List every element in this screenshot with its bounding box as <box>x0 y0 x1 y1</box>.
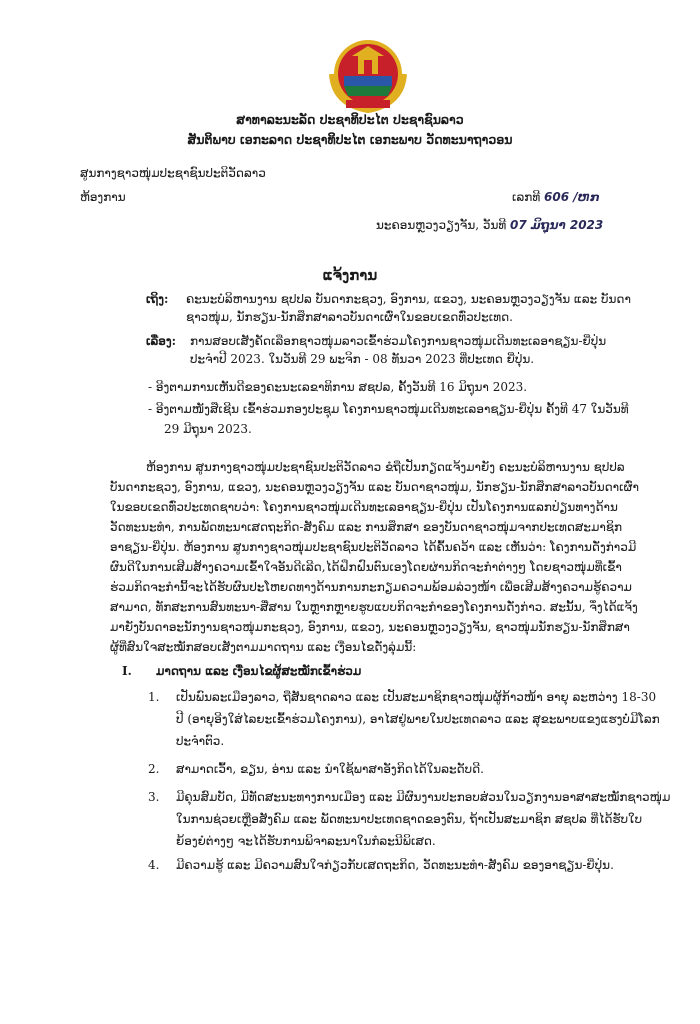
subject-line-1: ການສອບເສັງຄັດເລືອກຊາວໜຸ່ມລາວເຂົ້າຮ່ວມໂຄງການຊາວໜຸ່ມເດີນທະເລອາຊຽນ-ຍີ່ປຸ່ນ <box>190 334 607 348</box>
to-line-2: ຊາວໜຸ່ມ, ນັກຮຽນ-ນັກສຶກສາລາວບັນດາເຜົ່າໃນຂອບເຂດທົ່ວປະເທດ. <box>186 310 513 324</box>
place-date-prefix: ນະຄອນຫຼວງວຽງຈັນ, ວັນທີ <box>376 218 507 232</box>
list-item-number: 2. <box>148 762 160 776</box>
date-month: ມິຖຸນາ 2023 <box>530 218 604 232</box>
to-line-1: ຄະນະບໍລິຫານງານ ຊປປລ ບັນດາກະຊວງ, ອົງການ, ແຂວງ, ນະຄອນຫຼວງວຽງຈັນ ແລະ ບັນດາ <box>186 292 631 306</box>
list-item-line: ມີຄວາມຮູ້ ແລະ ມີຄວາມສົນໃຈກ່ຽວກັບເສດຖະກິດ, ວັດທະນະທໍາ-ສັງຄົມ ຂອງອາຊຽນ-ຍີ່ປຸ່ນ. <box>176 858 614 872</box>
reference-number <box>512 190 600 204</box>
list-item-number: 3. <box>148 790 160 804</box>
list-item-line: ເປັນພົນລະເມືອງລາວ, ຖືສັນຊາດລາວ ແລະ ເປັນສະມາຊິກຊາວໜຸ່ມຜູ້ກ້າວໜ້າ ອາຍຸ ລະຫວ່າງ 18-30 <box>176 690 657 704</box>
reference-item: - ອີງຕາມການເຫັນດີຂອງຄະນະເລຂາທິການ ສຊປລ, ຄັ້ງວັນທີ 16 ມິຖຸນາ 2023. <box>148 380 528 394</box>
reference-label: ເລກທີ <box>512 190 541 204</box>
list-item-line: ປີ (ອາຍຸອີງໃສ່ໄລຍະເຂົ້າຮ່ວມໂຄງການ), ອາໄສຢູ່ພາຍໃນປະເທດລາວ ແລະ ສຸຂະພາບແຂງແຮງບໍ່ມີໂລກ <box>176 712 660 726</box>
country-name: ສາທາລະນະລັດ ປະຊາທິປະໄຕ ປະຊາຊົນລາວ <box>236 112 464 127</box>
body-line: ອາຊຽນ-ຍີ່ປຸ່ນ. ຫ້ອງການ ສູນກາງຊາວໜຸ່ມປະຊາຊົນປະຕິວັດລາວ ໄດ້ຄົ້ນຄວ້າ ແລະ ເຫັນວ່າ: ໂຄງການດັ່ງກ່າວມີ <box>110 540 637 554</box>
body-line: ສາມາດ, ທັກສະການສົນທະນາ-ສື່ສານ ໃນຫຼາກຫຼາຍຮູບແບບກິດຈະກໍາຂອງໂຄງການດັ່ງກ່າວ. ສະນັ້ນ, ຈຶ່ງໄດ້ແຈ້ງ <box>110 600 638 614</box>
body-line: ຫ້ອງການ ສູນກາງຊາວໜຸ່ມປະຊາຊົນປະຕິວັດລາວ ຂໍຖືເປັນກຽດແຈ້ງມາຍັງ ຄະນະບໍລິຫານງານ ຊປປລ <box>146 460 625 474</box>
list-item-number: 1. <box>148 690 160 704</box>
place-date <box>376 218 603 232</box>
document-title: ແຈ້ງການ <box>322 266 378 284</box>
list-item-line: ໃນການຊ່ວຍເຫຼືອສັງຄົມ ແລະ ພັດທະນາປະເທດຊາດຂອງຕົນ, ຖ້າເປັນສະມາຊິກ ສຊປລ ທີ່ໄດ້ຮັບໃບ <box>176 812 643 826</box>
body-line: ຮ່ວມກິດຈະກໍານີ້ຈະໄດ້ຮັບຜົນປະໂຫຍດທາງດ້ານການກະກຽມຄວາມພ້ອມລ່ວງໜ້າ ເພື່ອເສີມສ້າງຄວາມຮູ້ຄວາມ <box>110 580 632 594</box>
section-number: I. <box>122 664 132 678</box>
department-name: ຫ້ອງການ <box>80 190 126 204</box>
subject-line-2: ປະຈໍາປີ 2023. ໃນວັນທີ 29 ພະຈິກ - 08 ທັນວາ 2023 ທີ່ປະເທດ ຍີ່ປຸ່ນ. <box>190 352 535 366</box>
section-title: ມາດຖານ ແລະ ເງື່ອນໄຂຜູ້ສະໝັກເຂົ້າຮ່ວມ <box>156 664 362 678</box>
organization-name: ສູນກາງຊາວໜຸ່ມປະຊາຊົນປະຕິວັດລາວ <box>80 166 266 180</box>
reference-item: 29 ມີຖຸນາ 2023. <box>164 422 252 436</box>
subject-label: ເລື່ອງ: <box>146 334 177 348</box>
body-line: ໃນຂອບເຂດທົ່ວປະເທດຊາບວ່າ: ໂຄງການຊາວໜຸ່ມເດີນທະເລອາຊຽນ-ຍີ່ປຸ່ນ ເປັນໂຄງການແລກປ່ຽນທາງດ້ານ <box>110 500 618 514</box>
body-line: ຜົນດີໃນການເສີມສ້າງຄວາມເຂົ້າໃຈອັນດີເລີດ,ໄດ້ຝຶກຝົນຕົນເອງໂດຍຜ່ານກິດຈະກໍາຕ່າງໆ ໂດຍຊາວໜຸ່ມທີ່ເຂົ້າ <box>110 560 622 574</box>
reference-value: 606 /ຫກ <box>544 190 600 204</box>
reference-item: - ອີງຕາມໜັງສືເຊີນ ເຂົ້າຮ່ວມກອງປະຊຸມ ໂຄງການຊາວໜຸ່ມເດີນທະເລອາຊຽນ-ຍີ່ປຸ່ນ ຄັ້ງທີ 47 ໃນວັນທີ <box>148 402 629 416</box>
body-line: ຜູ້ທີ່ສົນໃຈສະໝັກສອບເສັງຕາມມາດຖານ ແລະ ເງື່ອນໄຂດັ່ງລຸ່ມນີ້: <box>110 640 417 654</box>
list-item-number: 4. <box>148 858 160 872</box>
body-line: ບັນດາກະຊວງ, ອົງການ, ແຂວງ, ນະຄອນຫຼວງວຽງຈັນ ແລະ ບັນດາຊາວໜຸ່ມ, ນັກຮຽນ-ນັກສຶກສາລາວບັນດາເຜົ່າ <box>110 480 640 494</box>
national-emblem-icon <box>322 34 414 114</box>
date-day: 07 <box>510 218 527 232</box>
body-line: ວັດທະນະທໍາ, ການພັດທະນາເສດຖະກິດ-ສັງຄົມ ແລະ ການສຶກສາ ຂອງບັນດາຊາວໜຸ່ມຈາກປະເທດສະມາຊິກ <box>110 520 623 534</box>
list-item-line: ມີຄຸນສົມບັດ, ມີທັດສະນະທາງການເມືອງ ແລະ ມີຜົນງານປະກອບສ່ວນໃນວຽກງານອາສາສະໝັກຊາວໜຸ່ມ <box>176 790 671 804</box>
list-item-line: ສາມາດເວົ້າ, ຂຽນ, ອ່ານ ແລະ ນໍາໃຊ້ພາສາອັງກິດໄດ້ໃນລະດັບດີ. <box>176 762 484 776</box>
national-motto: ສັນຕິພາບ ເອກະລາດ ປະຊາທິປະໄຕ ເອກະພາບ ວັດທະນາຖາວອນ <box>187 132 513 147</box>
body-line: ມາຍັງບັນດາອະນັກງານຊາວໜຸ່ມກະຊວງ, ອົງການ, ແຂວງ, ນະຄອນຫຼວງວຽງຈັນ, ຊາວໜຸ່ມນັກຮຽນ-ນັກສຶກສາ <box>110 620 630 634</box>
to-label: ເຖິງ: <box>146 292 169 306</box>
list-item-line: ປະຈໍາຕົວ. <box>176 734 225 748</box>
list-item-line: ຍ້ອງຍໍຕ່າງໆ ຈະໄດ້ຮັບການພິຈາລະນາໃນກໍລະນີພິເສດ. <box>176 834 436 848</box>
